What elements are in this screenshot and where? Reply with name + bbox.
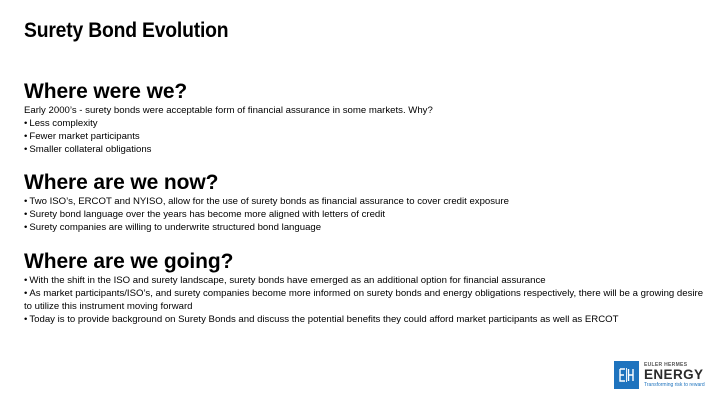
list-item: • Surety bond language over the years has become more aligned with letters of credit — [24, 209, 386, 220]
bullet-icon: • — [24, 275, 28, 286]
list-item: • Today is to provide background on Surety Bonds and discuss the potential benefits they could afford market participants as well as ERCOT — [24, 314, 619, 325]
bullet-icon: • — [24, 222, 28, 233]
bullet-icon: • — [24, 131, 28, 142]
section-heading: Where are we now? — [24, 171, 219, 194]
list-item: • Smaller collateral obligations — [24, 144, 152, 155]
bullet-icon: • — [24, 196, 28, 207]
list-item: • Surety companies are willing to underwrite structured bond language — [24, 222, 322, 233]
slide-title: Surety Bond Evolution — [24, 19, 229, 42]
logo-product-name: ENERGY — [644, 367, 704, 382]
company-logo — [614, 361, 705, 389]
logo-tagline: Transforming risk to reward — [644, 382, 705, 388]
list-item: • As market participants/ISO’s, and surety companies become more informed on surety bonds and energy obligations respectively, there will be a growing desire to utilize this instrument moving forward — [24, 288, 704, 312]
list-item: • Fewer market participants — [24, 131, 140, 142]
bullet-icon: • — [24, 144, 28, 155]
bullet-icon: • — [24, 314, 28, 325]
bullet-icon: • — [24, 118, 28, 129]
euler-hermes-mark-icon — [614, 361, 639, 389]
section-where-are-we-now — [24, 171, 714, 234]
bullet-icon: • — [24, 209, 28, 220]
section-intro: Early 2000’s - surety bonds were acceptable form of financial assurance in some markets. Why? — [24, 105, 433, 116]
list-item: • Less complexity — [24, 118, 98, 129]
section-where-are-we-going — [24, 250, 714, 326]
logo-company-name: EULER HERMES — [644, 362, 688, 368]
list-item: • With the shift in the ISO and surety landscape, surety bonds have emerged as an additional option for financial assurance — [24, 275, 546, 286]
section-heading: Where are we going? — [24, 250, 234, 273]
bullet-icon: • — [24, 288, 28, 299]
logo-wordmark — [644, 362, 705, 388]
section-heading: Where were we? — [24, 80, 188, 103]
section-where-were-we — [24, 80, 714, 156]
list-item: • Two ISO’s, ERCOT and NYISO, allow for the use of surety bonds as financial assurance to cover credit exposure — [24, 196, 509, 207]
